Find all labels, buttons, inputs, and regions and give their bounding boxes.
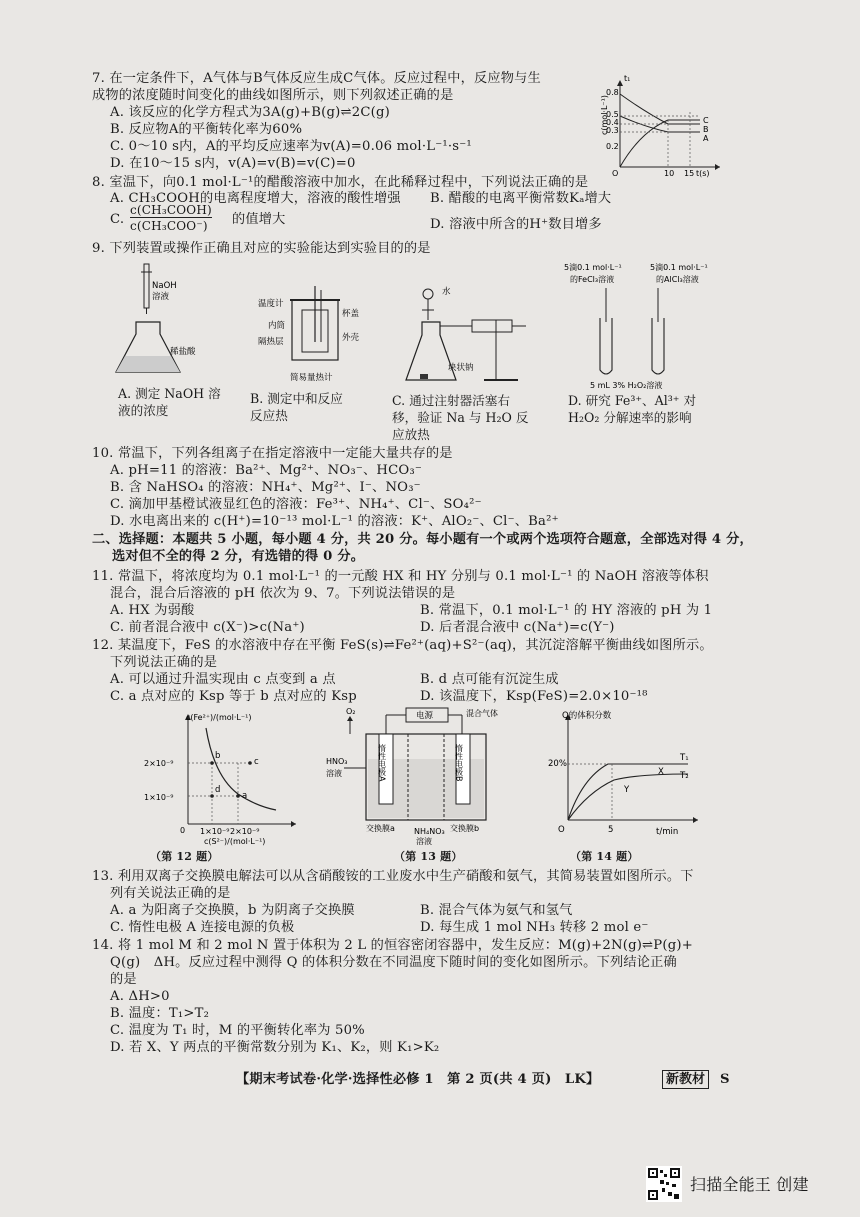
q9-caption-a1: A. 测定 NaOH 溶 <box>118 386 221 401</box>
q13-option-a: A. a 为阳离子交换膜，b 为阴离子交换膜 <box>110 903 355 918</box>
q9-apparatus-a-titration <box>108 262 228 382</box>
q14-ylabel: Q的体积分数 <box>562 711 612 721</box>
q9-apparatus-b-calorimeter <box>246 282 366 382</box>
q14-point-y: Y <box>624 785 630 795</box>
q8-option-b: B. 醋酸的电离平衡常数Kₐ增大 <box>430 191 612 206</box>
q14-t2-label: T₂ <box>680 771 689 781</box>
section2-heading-line2: 选对但不全的得 2 分，有选错的得 0 分。 <box>112 549 365 564</box>
q9-naoh-label: NaOH <box>152 281 177 291</box>
q14-point-x: X <box>658 767 664 777</box>
q10-stem: 10. 常温下，下列各组离子在指定溶液中一定能大量共存的是 <box>92 446 453 461</box>
q8-fraction-denominator: c(CH₃COO⁻) <box>130 219 208 233</box>
q7-stem-line1: 7. 在一定条件下，A气体与B气体反应生成C气体。反应过程中，反应物与生 <box>92 71 541 86</box>
q12-figure-caption: （第 12 题） <box>150 850 219 863</box>
q14-option-c: C. 温度为 T₁ 时，M 的平衡转化率为 50% <box>110 1023 365 1038</box>
q14-xlabel: t/min <box>656 827 679 837</box>
q7-ytick-0.2: 0.2 <box>606 142 619 151</box>
qr-code-icon <box>646 1166 682 1202</box>
q12-xlabel: c(S²⁻)/(mol·L⁻¹) <box>204 837 266 846</box>
q12-ylabel: c(Fe²⁺)/(mol·L⁻¹) <box>186 713 252 722</box>
q12-solubility-graph <box>126 706 302 846</box>
q11-stem-line1: 11. 常温下，将浓度均为 0.1 mol·L⁻¹ 的一元酸 HX 和 HY 分别与 0.1 mol·L⁻¹ 的 NaOH 溶液等体积 <box>92 569 709 584</box>
section2-heading-line1: 二、选择题：本题共 5 小题，每小题 4 分，共 20 分。每小题有一个或两个选项符合题意，全部选对得 4 分， <box>92 532 753 547</box>
q12-option-b: B. d 点可能有沉淀生成 <box>420 672 559 687</box>
q13-nh4no3-label: NH₄NO₃ <box>414 827 445 836</box>
q9-sodium-label: 块状钠 <box>448 363 474 373</box>
q9-apparatus-c-sodium <box>400 280 530 390</box>
q7-concentration-graph <box>590 72 730 182</box>
q9-alcl3-label-2: 的AlCl₃溶液 <box>656 275 699 284</box>
q10-option-c: C. 滴加甲基橙试液显红色的溶液：Fe³⁺、NH₄⁺、Cl⁻、SO₄²⁻ <box>110 497 482 512</box>
q13-electrode-a-label: 惰性电极A <box>377 744 387 782</box>
q12-xtick-2e-9: 2×10⁻⁹ <box>230 827 260 836</box>
q9-apparatus-d-tubes <box>560 258 730 392</box>
q14-origin: O <box>558 825 565 835</box>
q12-ytick-2e-9: 2×10⁻⁹ <box>144 759 174 768</box>
q12-ytick-1e-9: 1×10⁻⁹ <box>144 793 174 802</box>
q8-option-c-prefix: C. <box>110 212 125 227</box>
q10-option-d: D. 水电离出来的 c(H⁺)=10⁻¹³ mol·L⁻¹ 的溶液：K⁺、AlO₂⁻、Cl⁻、Ba²⁺ <box>110 514 559 529</box>
q9-caption-c3: 应放热 <box>392 427 430 442</box>
q14-volume-fraction-graph <box>548 708 708 838</box>
q7-xlabel: t(s) <box>696 169 710 178</box>
q9-inner-label: 内筒 <box>268 321 286 331</box>
q13-figure-caption: （第 13 题） <box>394 850 463 863</box>
q9-caption-b2: 反应热 <box>250 408 288 423</box>
q13-stem-line1: 13. 利用双离子交换膜电解法可以从含硝酸铵的工业废水中生产硝酸和氨气，其简易装置如图所示。下 <box>92 869 694 884</box>
q7-ytick-0.4: 0.4 <box>606 118 619 127</box>
q14-xtick-5: 5 <box>608 825 614 835</box>
q8-option-a: A. CH₃COOH的电离程度增大，溶液的酸性增强 <box>110 191 401 206</box>
q7-option-b: B. 反应物A的平衡转化率为60% <box>110 122 303 137</box>
q12-point-a: a <box>242 791 248 801</box>
q9-caption-d1: D. 研究 Fe³⁺、Al³⁺ 对 <box>568 393 697 408</box>
q12-xtick-1e-9: 1×10⁻⁹ <box>200 827 230 836</box>
q9-shell-label: 外壳 <box>342 333 360 343</box>
q13-option-c: C. 惰性电极 A 连接电源的负极 <box>110 920 295 935</box>
q9-caption-d2: H₂O₂ 分解速率的影响 <box>568 410 692 425</box>
q11-option-d: D. 后者混合液中 c(Na⁺)=c(Y⁻) <box>420 620 615 635</box>
q14-ytick-20: 20% <box>548 759 567 769</box>
q13-electrolysis-diagram <box>326 704 526 846</box>
q9-naoh-solution-label: 溶液 <box>152 292 170 302</box>
q7-origin: O <box>612 169 619 178</box>
q9-alcl3-label-1: 5滴0.1 mol·L⁻¹ <box>650 263 708 272</box>
q13-hno3-solution-label: 溶液 <box>326 769 342 778</box>
q13-hno3-label: HNO₃ <box>326 757 348 766</box>
q14-option-a: A. ΔH>0 <box>110 989 170 1004</box>
q9-caption-a2: 液的浓度 <box>118 403 169 418</box>
q14-option-d: D. 若 X、Y 两点的平衡常数分别为 K₁、K₂，则 K₁>K₂ <box>110 1040 440 1055</box>
q7-option-a: A. 该反应的化学方程式为3A(g)+B(g)⇌2C(g) <box>110 105 390 120</box>
q9-h2o2-label: 5 mL 3% H₂O₂溶液 <box>590 381 663 390</box>
q9-stem: 9. 下列装置或操作正确且对应的实验能达到实验目的的是 <box>92 241 431 256</box>
q8-fraction-numerator: c(CH₃COOH) <box>130 203 212 217</box>
q12-stem-line2: 下列说法正确的是 <box>110 655 218 670</box>
q9-water-label: 水 <box>442 287 451 297</box>
q13-power-label: 电源 <box>416 711 434 721</box>
q7-option-d: D. 在10～15 s内，v(A)=v(B)=v(C)=0 <box>110 156 356 171</box>
q7-ytick-0.3: 0.3 <box>606 126 619 135</box>
q9-hcl-label: 稀盐酸 <box>170 347 196 357</box>
q9-lid-label: 杯盖 <box>342 309 360 319</box>
q13-stem-line2: 列有关说法正确的是 <box>110 886 231 901</box>
q12-point-c: c <box>254 757 259 767</box>
q10-option-b: B. 含 NaHSO₄ 的溶液：NH₄⁺、Mg²⁺、I⁻、NO₃⁻ <box>110 480 421 495</box>
q13-membrane-a-label: 交换膜a <box>366 824 395 833</box>
q11-stem-line2: 混合，混合后溶液的 pH 依次为 9、7。下列说法错误的是 <box>110 586 456 601</box>
q12-point-b: b <box>215 751 221 761</box>
q12-option-c: C. a 点对应的 Ksp 等于 b 点对应的 Ksp <box>110 689 357 704</box>
q7-xtick-15: 15 <box>684 169 695 178</box>
q9-insulation-label: 隔热层 <box>258 337 284 347</box>
scanner-watermark: 扫描全能王 创建 <box>690 1175 809 1194</box>
q8-option-c-suffix: 的值增大 <box>232 212 286 227</box>
q12-point-d: d <box>215 785 221 795</box>
q14-stem-line2: Q(g) ΔH。反应过程中测得 Q 的体积分数在不同温度下随时间的变化如图所示。下列结论正确 <box>110 955 677 970</box>
q9-caption-c2: 移，验证 Na 与 H₂O 反 <box>392 410 529 425</box>
q14-option-b: B. 温度：T₁>T₂ <box>110 1006 210 1021</box>
q12-option-a: A. 可以通过升温实现由 c 点变到 a 点 <box>110 672 336 687</box>
q13-nh4no3-solution-label: 溶液 <box>416 837 432 846</box>
q8-stem: 8. 室温下，向0.1 mol·L⁻¹的醋酸溶液中加水，在此稀释过程中，下列说法正确的是 <box>92 175 589 190</box>
q11-option-a: A. HX 为弱酸 <box>110 603 195 618</box>
q7-curve-a: A <box>703 134 709 143</box>
q12-option-d: D. 该温度下，Ksp(FeS)=2.0×10⁻¹⁸ <box>420 689 648 704</box>
q11-option-b: B. 常温下，0.1 mol·L⁻¹ 的 HY 溶液的 pH 为 1 <box>420 603 713 618</box>
new-textbook-tag: 新教材 <box>662 1070 709 1089</box>
q13-mixgas-label: 混合气体 <box>466 709 498 718</box>
q11-option-c: C. 前者混合液中 c(X⁻)>c(Na⁺) <box>110 620 305 635</box>
q14-stem-line1: 14. 将 1 mol M 和 2 mol N 置于体积为 2 L 的恒容密闭容器中，发生反应：M(g)+2N(g)⇌P(g)+ <box>92 938 693 953</box>
footer-s-mark: S <box>720 1072 730 1087</box>
q7-xtick-10: 10 <box>664 169 675 178</box>
q13-electrode-b-label: 惰性电极B <box>454 744 464 782</box>
q9-caption-b1: B. 测定中和反应 <box>250 391 343 406</box>
q7-curve-b: B <box>703 125 709 134</box>
q8-option-d: D. 溶液中所含的H⁺数目增多 <box>430 217 602 232</box>
q14-figure-caption: （第 14 题） <box>570 850 639 863</box>
q13-option-b: B. 混合气体为氨气和氢气 <box>420 903 573 918</box>
q13-option-d: D. 每生成 1 mol NH₃ 转移 2 mol e⁻ <box>420 920 649 935</box>
q9-calorimeter-label: 简易量热计 <box>290 373 333 382</box>
q7-t1: t₁ <box>624 74 631 83</box>
q9-fecl3-label-2: 的FeCl₃溶液 <box>570 275 615 284</box>
q9-thermometer-label: 温度计 <box>258 299 284 309</box>
q7-ytick-0.5: 0.5 <box>606 110 619 119</box>
q12-origin: 0 <box>180 826 186 835</box>
q7-option-c: C. 0～10 s内，A的平均反应速率为v(A)=0.06 mol·L⁻¹·s⁻¹ <box>110 139 472 154</box>
q14-stem-line3: 的是 <box>110 972 137 987</box>
q9-fecl3-label-1: 5滴0.1 mol·L⁻¹ <box>564 263 622 272</box>
q12-stem-line1: 12. 某温度下，FeS 的水溶液中存在平衡 FeS(s)⇌Fe²⁺(aq)+S²⁻(aq)，其沉淀溶解平衡曲线如图所示。 <box>92 638 713 653</box>
q10-option-a: A. pH=11 的溶液：Ba²⁺、Mg²⁺、NO₃⁻、HCO₃⁻ <box>110 463 423 478</box>
q13-membrane-b-label: 交换膜b <box>450 824 480 833</box>
q7-ylabel: c(mol·L⁻¹) <box>600 95 609 135</box>
q9-caption-c1: C. 通过注射器活塞右 <box>392 393 510 408</box>
q7-stem-line2: 成物的浓度随时间变化的曲线如图所示，则下列叙述正确的是 <box>92 88 454 103</box>
q13-o2-label: O₂ <box>346 707 356 716</box>
page-footer: 【期末考试卷·化学·选择性必修 1 第 2 页(共 4 页) LK】 <box>236 1072 600 1087</box>
q7-curve-c: C <box>703 116 709 125</box>
q7-ytick-0.8: 0.8 <box>606 88 619 97</box>
q14-t1-label: T₁ <box>680 753 689 763</box>
